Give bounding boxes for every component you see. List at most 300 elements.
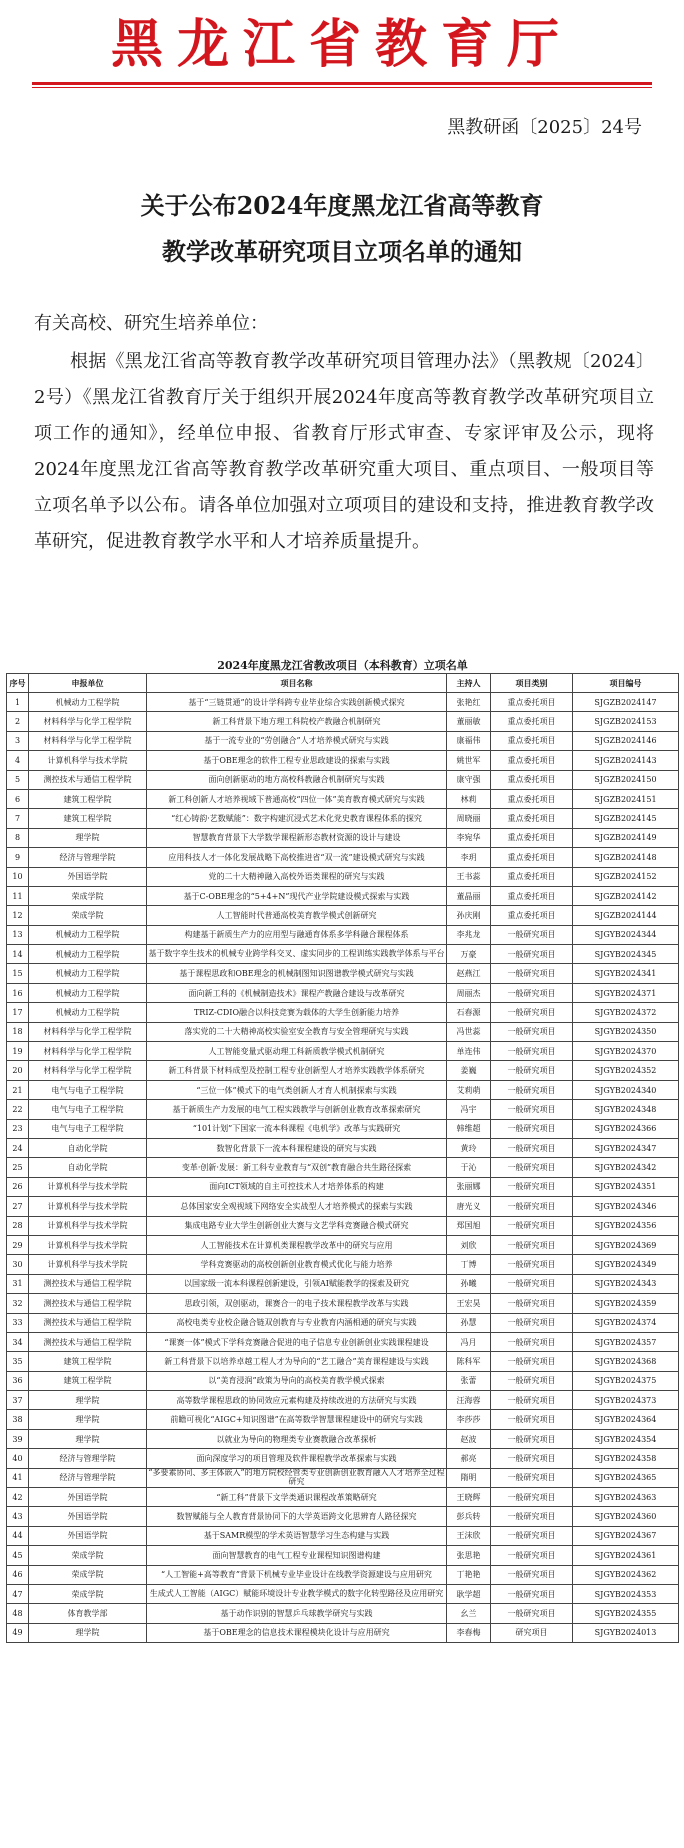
cell-project-name: 基于动作识别的智慧乒乓球教学研究与实践: [147, 1604, 447, 1623]
table-row: [7, 1449, 679, 1468]
header-seq: 序号: [7, 674, 29, 693]
cell-category: 一般研究项目: [491, 1042, 573, 1061]
cell-unit: 机械动力工程学院: [29, 925, 147, 944]
cell-unit: 电气与电子工程学院: [29, 1119, 147, 1138]
cell-unit: 建筑工程学院: [29, 789, 147, 808]
cell-seq: 12: [7, 906, 29, 925]
cell-code: SJGYB2024340: [573, 1080, 679, 1099]
table-row: [7, 964, 679, 983]
cell-category: 一般研究项目: [491, 1410, 573, 1429]
table-body: [7, 693, 679, 1643]
cell-seq: 4: [7, 751, 29, 770]
table-row: [7, 1507, 679, 1526]
cell-unit: 建筑工程学院: [29, 809, 147, 828]
cell-seq: 17: [7, 1003, 29, 1022]
cell-category: 一般研究项目: [491, 1371, 573, 1390]
cell-seq: 24: [7, 1138, 29, 1157]
cell-project-name: 基于OBE理念的信息技术课程模块化设计与应用研究: [147, 1623, 447, 1642]
cell-project-name: 面向ICT领域的自主可控技术人才培养体系的构建: [147, 1177, 447, 1196]
cell-unit: 理学院: [29, 1410, 147, 1429]
cell-unit: 理学院: [29, 1429, 147, 1448]
cell-category: 一般研究项目: [491, 1565, 573, 1584]
cell-category: 一般研究项目: [491, 1022, 573, 1041]
cell-project-name: 总体国家安全观视域下网络安全实战型人才培养模式的探索与实践: [147, 1197, 447, 1216]
table-row: [7, 1003, 679, 1022]
cell-leader: 姜巍: [447, 1061, 491, 1080]
cell-code: SJGYB2024343: [573, 1274, 679, 1293]
cell-unit: 经济与管理学院: [29, 1449, 147, 1468]
table-row: [7, 848, 679, 867]
cell-seq: 6: [7, 789, 29, 808]
cell-project-name: 集成电路专业大学生创新创业大赛与文艺学科竞赛融合模式研究: [147, 1216, 447, 1235]
cell-seq: 3: [7, 731, 29, 750]
cell-code: SJGYB2024351: [573, 1177, 679, 1196]
cell-leader: 唐光义: [447, 1197, 491, 1216]
cell-seq: 44: [7, 1526, 29, 1545]
cell-category: 一般研究项目: [491, 1313, 573, 1332]
cell-unit: 材料科学与化学工程学院: [29, 1022, 147, 1041]
cell-leader: 李春梅: [447, 1623, 491, 1642]
cell-unit: 机械动力工程学院: [29, 983, 147, 1002]
cell-leader: 隋明: [447, 1468, 491, 1487]
cell-category: 重点委托项目: [491, 731, 573, 750]
cell-seq: 2: [7, 712, 29, 731]
cell-leader: 李玥: [447, 848, 491, 867]
cell-leader: 王书蕊: [447, 867, 491, 886]
cell-category: 重点委托项目: [491, 751, 573, 770]
notice-title-line-1: 关于公布2024年度黑龙江省高等教育: [140, 191, 544, 220]
cell-category: 一般研究项目: [491, 1332, 573, 1351]
table-row: [7, 1235, 679, 1254]
cell-code: SJGYB2024371: [573, 983, 679, 1002]
cell-category: 重点委托项目: [491, 867, 573, 886]
cell-seq: 36: [7, 1371, 29, 1390]
cell-unit: 荣成学院: [29, 1565, 147, 1584]
table-row: [7, 1061, 679, 1080]
cell-code: SJGYB2024367: [573, 1526, 679, 1545]
header-unit: 申报单位: [29, 674, 147, 693]
cell-code: SJGYB2024359: [573, 1294, 679, 1313]
cell-leader: 李莎莎: [447, 1410, 491, 1429]
cell-code: SJGZB2024151: [573, 789, 679, 808]
cell-project-name: 基于数字孪生技术的机械专业跨学科交叉、虚实同步的工程训练实践教学体系与平台: [147, 945, 447, 964]
cell-seq: 18: [7, 1022, 29, 1041]
cell-unit: 荣成学院: [29, 1546, 147, 1565]
cell-category: 一般研究项目: [491, 1294, 573, 1313]
cell-leader: 赵波: [447, 1429, 491, 1448]
cell-leader: 张蕾: [447, 1371, 491, 1390]
cell-seq: 43: [7, 1507, 29, 1526]
cell-project-name: 基于一流专业的“劳创融合”人才培养模式研究与实践: [147, 731, 447, 750]
cell-seq: 10: [7, 867, 29, 886]
cell-unit: 自动化学院: [29, 1138, 147, 1157]
table-row: [7, 1216, 679, 1235]
cell-category: 一般研究项目: [491, 925, 573, 944]
cell-project-name: 以“美育浸润”政策为导向的高校美育教学模式探索: [147, 1371, 447, 1390]
table-row: [7, 770, 679, 789]
cell-code: SJGYB2024365: [573, 1468, 679, 1487]
cell-seq: 33: [7, 1313, 29, 1332]
table-row: [7, 886, 679, 905]
cell-category: 一般研究项目: [491, 1235, 573, 1254]
cell-unit: 理学院: [29, 1623, 147, 1642]
table-row: [7, 1197, 679, 1216]
table-row: [7, 945, 679, 964]
cell-code: SJGYB2024341: [573, 964, 679, 983]
cell-category: 一般研究项目: [491, 1468, 573, 1487]
cell-leader: 单连伟: [447, 1042, 491, 1061]
cell-code: SJGZB2024149: [573, 828, 679, 847]
cell-category: 一般研究项目: [491, 1352, 573, 1371]
cell-unit: 理学院: [29, 1391, 147, 1410]
cell-leader: 冯宇: [447, 1100, 491, 1119]
cell-category: 重点委托项目: [491, 693, 573, 712]
cell-project-name: “课赛一体”模式下学科竞赛融合促进的电子信息专业创新创业实践课程建设: [147, 1332, 447, 1351]
cell-code: SJGYB2024349: [573, 1255, 679, 1274]
cell-category: 一般研究项目: [491, 1177, 573, 1196]
cell-category: 重点委托项目: [491, 809, 573, 828]
cell-leader: 张思艳: [447, 1546, 491, 1565]
cell-unit: 经济与管理学院: [29, 1468, 147, 1487]
cell-unit: 材料科学与化学工程学院: [29, 1042, 147, 1061]
cell-seq: 34: [7, 1332, 29, 1351]
cell-category: 一般研究项目: [491, 1274, 573, 1293]
cell-leader: 丁艳艳: [447, 1565, 491, 1584]
cell-category: 一般研究项目: [491, 1255, 573, 1274]
table-row: [7, 925, 679, 944]
cell-category: 重点委托项目: [491, 712, 573, 731]
cell-category: 一般研究项目: [491, 1429, 573, 1448]
cell-project-name: 应用科技人才一体化发展战略下高校推进省“双一流”建设模式研究与实践: [147, 848, 447, 867]
cell-unit: 体育教学部: [29, 1604, 147, 1623]
cell-leader: 汪海蓉: [447, 1391, 491, 1410]
cell-leader: 幺兰: [447, 1604, 491, 1623]
table-row: [7, 1138, 679, 1157]
cell-leader: 艾莉萌: [447, 1080, 491, 1099]
cell-code: SJGYB2024352: [573, 1061, 679, 1080]
cell-project-name: 人工智能时代普通高校美育教学模式创新研究: [147, 906, 447, 925]
cell-project-name: “多要素协同、多主体嵌入”的地方院校经管类专业创新创业教育融入人才培养全过程研究: [148, 1468, 445, 1486]
cell-seq: 27: [7, 1197, 29, 1216]
body-paragraph: 根据《黑龙江省高等教育教学改革研究项目管理办法》（黑教规〔2024〕2号）《黑龙江省教育厅关于组织开展2024年度高等教育教学改革研究项目立项工作的通知》，经单位申报、省教育厅形式审查、专家评审及公示，现将2024年度黑龙江省高等教育教学改革研究重大项目、重点项目、一般项目等立项名单予以公布。请各单位加强对立项项目的建设和支持，推进教育教学改革研究，促进教育教学水平和人才培养质量提升。: [34, 351, 654, 552]
table-row: [7, 751, 679, 770]
cell-code: SJGYB2024370: [573, 1042, 679, 1061]
cell-unit: 测控技术与通信工程学院: [29, 1332, 147, 1351]
cell-leader: 王晓辉: [447, 1488, 491, 1507]
cell-code: SJGZB2024150: [573, 770, 679, 789]
cell-unit: 材料科学与化学工程学院: [29, 731, 147, 750]
table-row: [7, 1371, 679, 1390]
cell-leader: 丁博: [447, 1255, 491, 1274]
table-row: [7, 731, 679, 750]
cell-category: 一般研究项目: [491, 1158, 573, 1177]
table-row: [7, 1468, 679, 1487]
table-row: [7, 1584, 679, 1603]
cell-project-name: 面向智慧教育的电气工程专业课程知识图谱构建: [147, 1546, 447, 1565]
cell-project-name: 党的二十大精神融入高校外语类课程的研究与实践: [147, 867, 447, 886]
cell-leader: 韩维超: [447, 1119, 491, 1138]
cell-code: SJGYB2024373: [573, 1391, 679, 1410]
cell-leader: 董晶丽: [447, 886, 491, 905]
cell-code: SJGYB2024350: [573, 1022, 679, 1041]
table-row: [7, 693, 679, 712]
cell-category: 一般研究项目: [491, 1138, 573, 1157]
cell-code: SJGYB2024013: [573, 1623, 679, 1642]
cell-seq: 13: [7, 925, 29, 944]
cell-project-name: 落实党的二十大精神高校实验室安全教育与安全管理研究与实践: [147, 1022, 447, 1041]
cell-category: 一般研究项目: [491, 1119, 573, 1138]
table-row: [7, 1158, 679, 1177]
cell-project-name: “人工智能+高等教育”背景下机械专业毕业设计在线教学资源建设与应用研究: [147, 1565, 447, 1584]
table-row: [7, 1604, 679, 1623]
cell-category: 一般研究项目: [491, 1604, 573, 1623]
cell-code: SJGYB2024368: [573, 1352, 679, 1371]
cell-seq: 11: [7, 886, 29, 905]
table-row: [7, 1080, 679, 1099]
cell-project-name: 基于“三链贯通”的设计学科跨专业毕业综合实践创新模式探究: [147, 693, 447, 712]
cell-code: SJGYB2024347: [573, 1138, 679, 1157]
cell-code: SJGYB2024354: [573, 1429, 679, 1448]
cell-project-name: 基于OBE理念的软件工程专业思政建设的探索与实践: [147, 751, 447, 770]
cell-project-name: TRIZ-CDIO融合以科技竞赛为载体的大学生创新能力培养: [147, 1003, 447, 1022]
cell-code: SJGZB2024142: [573, 886, 679, 905]
header-leader: 主持人: [447, 674, 491, 693]
cell-project-name: 生成式人工智能（AIGC）赋能环境设计专业教学模式的数字化转型路径及应用研究: [147, 1584, 447, 1603]
cell-project-name: 高等数学课程思政的协同效应元素构建及持续改进的方法研究与实践: [147, 1391, 447, 1410]
cell-unit: 机械动力工程学院: [29, 693, 147, 712]
cell-leader: 黄玲: [447, 1138, 491, 1157]
cell-leader: 郑国旭: [447, 1216, 491, 1235]
document-number: 黑教研函〔2025〕24号: [447, 117, 642, 138]
cell-project-name: 以国家级一流本科课程创新建设，引领AI赋能教学的探索及研究: [147, 1274, 447, 1293]
table-row: [7, 1565, 679, 1584]
cell-unit: 外国语学院: [29, 1488, 147, 1507]
cell-leader: 康福伟: [447, 731, 491, 750]
cell-seq: 8: [7, 828, 29, 847]
cell-unit: 测控技术与通信工程学院: [29, 1274, 147, 1293]
cell-leader: 万豪: [447, 945, 491, 964]
cell-project-name: 高校电类专业校企融合链双创教育与专业教育内涵相通的研究与实践: [147, 1313, 447, 1332]
cell-code: SJGZB2024144: [573, 906, 679, 925]
cell-unit: 计算机科学与技术学院: [29, 1216, 147, 1235]
cell-seq: 40: [7, 1449, 29, 1468]
cell-code: SJGYB2024342: [573, 1158, 679, 1177]
cell-unit: 外国语学院: [29, 1526, 147, 1545]
cell-seq: 42: [7, 1488, 29, 1507]
project-list-table: [6, 658, 679, 1643]
cell-category: 一般研究项目: [491, 1080, 573, 1099]
table-row: [7, 1352, 679, 1371]
cell-leader: 康守强: [447, 770, 491, 789]
table-row: [7, 1429, 679, 1448]
cell-project-name: 数智赋能与全人教育背景协同下的大学英语跨文化思辨育人路径探究: [147, 1507, 447, 1526]
cell-seq: 30: [7, 1255, 29, 1274]
cell-leader: 张丽娜: [447, 1177, 491, 1196]
table-row: [7, 983, 679, 1002]
cell-unit: 电气与电子工程学院: [29, 1100, 147, 1119]
cell-leader: 董丽敏: [447, 712, 491, 731]
cell-leader: 冯世蕊: [447, 1022, 491, 1041]
cell-code: SJGYB2024357: [573, 1332, 679, 1351]
cell-leader: 孙曦: [447, 1274, 491, 1293]
cell-seq: 19: [7, 1042, 29, 1061]
cell-project-name: 构建基于新质生产力的应用型与融通育体系多学科融合课程体系: [147, 925, 447, 944]
cell-unit: 荣成学院: [29, 886, 147, 905]
table-row: [7, 1391, 679, 1410]
cell-category: 一般研究项目: [491, 1100, 573, 1119]
cell-seq: 14: [7, 945, 29, 964]
cell-code: SJGYB2024344: [573, 925, 679, 944]
cell-seq: 9: [7, 848, 29, 867]
cell-code: SJGZB2024148: [573, 848, 679, 867]
cell-category: 一般研究项目: [491, 964, 573, 983]
table-row: [7, 1177, 679, 1196]
cell-unit: 荣成学院: [29, 906, 147, 925]
cell-unit: 计算机科学与技术学院: [29, 751, 147, 770]
cell-project-name: “红心铸韵·艺数赋能”：数字构建沉浸式艺术化党史教育课程体系的探究: [147, 809, 447, 828]
table-row: [7, 1274, 679, 1293]
cell-project-name: 基于新质生产力发展的电气工程实践教学与创新创业教育改革探索研究: [147, 1100, 447, 1119]
cell-code: SJGYB2024363: [573, 1488, 679, 1507]
cell-category: 重点委托项目: [491, 906, 573, 925]
cell-code: SJGYB2024374: [573, 1313, 679, 1332]
cell-code: SJGYB2024366: [573, 1119, 679, 1138]
cell-code: SJGZB2024152: [573, 867, 679, 886]
cell-unit: 测控技术与通信工程学院: [29, 1294, 147, 1313]
cell-category: 重点委托项目: [491, 848, 573, 867]
cell-code: SJGYB2024346: [573, 1197, 679, 1216]
salutation: 有关高校、研究生培养单位：: [34, 313, 268, 334]
cell-seq: 47: [7, 1584, 29, 1603]
cell-code: SJGYB2024375: [573, 1371, 679, 1390]
cell-leader: 王沫欣: [447, 1526, 491, 1545]
red-divider: [32, 82, 652, 88]
cell-code: SJGZB2024146: [573, 731, 679, 750]
cell-code: SJGYB2024362: [573, 1565, 679, 1584]
cell-unit: 理学院: [29, 828, 147, 847]
header-project-name: 项目名称: [147, 674, 447, 693]
cell-project-name: 面向深度学习的项目管理及软件课程教学改革探索与实践: [147, 1449, 447, 1468]
cell-unit: 自动化学院: [29, 1158, 147, 1177]
cell-leader: 陈科军: [447, 1352, 491, 1371]
cell-seq: 48: [7, 1604, 29, 1623]
issuer-title: 黑龙江省教育厅: [110, 14, 573, 75]
cell-seq: 46: [7, 1565, 29, 1584]
cell-code: SJGZB2024143: [573, 751, 679, 770]
cell-project-name: 新工科背景下材料成型及控制工程专业创新型人才培养实践教学体系研究: [147, 1061, 447, 1080]
cell-project-name: 学科竞赛驱动的高校创新创业教育模式优化与能力培养: [147, 1255, 447, 1274]
cell-category: 一般研究项目: [491, 1449, 573, 1468]
cell-leader: 石春源: [447, 1003, 491, 1022]
cell-project-name: “三位一体”模式下的电气类创新人才育人机制探索与实践: [147, 1080, 447, 1099]
cell-unit: 建筑工程学院: [29, 1352, 147, 1371]
cell-code: SJGYB2024369: [573, 1235, 679, 1254]
cell-code: SJGYB2024348: [573, 1100, 679, 1119]
cell-project-name: 思政引领，双创驱动，课赛合一的电子技术课程教学改革与实践: [147, 1294, 447, 1313]
cell-category: 重点委托项目: [491, 828, 573, 847]
table-row: [7, 1488, 679, 1507]
cell-code: SJGYB2024353: [573, 1584, 679, 1603]
cell-category: 一般研究项目: [491, 1584, 573, 1603]
table-row: [7, 867, 679, 886]
cell-seq: 15: [7, 964, 29, 983]
table-row: [7, 1313, 679, 1332]
cell-project-name: 人工智能技术在计算机类课程教学改革中的研究与应用: [147, 1235, 447, 1254]
cell-leader: 李兆龙: [447, 925, 491, 944]
cell-category: 一般研究项目: [491, 1526, 573, 1545]
cell-unit: 测控技术与通信工程学院: [29, 770, 147, 789]
cell-seq: 22: [7, 1100, 29, 1119]
cell-project-name: 基于C-OBE理念的“5+4+N”现代产业学院建设模式探索与实践: [147, 886, 447, 905]
cell-category: 一般研究项目: [491, 983, 573, 1002]
cell-seq: 26: [7, 1177, 29, 1196]
table-row: [7, 1119, 679, 1138]
cell-leader: 姚世军: [447, 751, 491, 770]
cell-code: SJGZB2024147: [573, 693, 679, 712]
cell-leader: 张艳红: [447, 693, 491, 712]
table-row: [7, 1410, 679, 1429]
cell-unit: 计算机科学与技术学院: [29, 1235, 147, 1254]
table-row: [7, 828, 679, 847]
cell-leader: 耿学超: [447, 1584, 491, 1603]
table-row: [7, 1255, 679, 1274]
cell-unit: 计算机科学与技术学院: [29, 1177, 147, 1196]
cell-seq: 49: [7, 1623, 29, 1642]
cell-seq: 7: [7, 809, 29, 828]
cell-seq: 1: [7, 693, 29, 712]
header-code: 项目编号: [573, 674, 679, 693]
cell-seq: 37: [7, 1391, 29, 1410]
table-row: [7, 1100, 679, 1119]
cell-code: SJGYB2024345: [573, 945, 679, 964]
cell-project-name: 基于SAMR模型的学术英语智慧学习生态构建与实践: [147, 1526, 447, 1545]
cell-unit: 外国语学院: [29, 867, 147, 886]
cell-code: SJGYB2024361: [573, 1546, 679, 1565]
cell-leader: 于沁: [447, 1158, 491, 1177]
cell-leader: 彭兵转: [447, 1507, 491, 1526]
cell-seq: 20: [7, 1061, 29, 1080]
table-row: [7, 1332, 679, 1351]
cell-unit: 计算机科学与技术学院: [29, 1197, 147, 1216]
cell-category: 一般研究项目: [491, 1488, 573, 1507]
cell-category: 一般研究项目: [491, 1197, 573, 1216]
cell-category: 一般研究项目: [491, 1061, 573, 1080]
cell-project-name: 以就业为导向的物理类专业赛教融合改革探析: [147, 1429, 447, 1448]
cell-project-name: 人工智能变量式驱动理工科新质教学模式机制研究: [147, 1042, 447, 1061]
cell-project-name: 智慧教育背景下大学数学课程新形态教材资源的设计与建设: [147, 828, 447, 847]
table-row: [7, 1294, 679, 1313]
table-row: [7, 712, 679, 731]
cell-project-name: 基于课程思政和OBE理念的机械制图知识图谱教学模式研究与实践: [147, 964, 447, 983]
cell-category: 一般研究项目: [491, 1003, 573, 1022]
cell-unit: 机械动力工程学院: [29, 945, 147, 964]
cell-leader: 赵燕江: [447, 964, 491, 983]
cell-unit: 建筑工程学院: [29, 1371, 147, 1390]
cell-leader: 孙慧: [447, 1313, 491, 1332]
cell-code: SJGYB2024360: [573, 1507, 679, 1526]
cell-category: 一般研究项目: [491, 1546, 573, 1565]
table-row: [7, 1546, 679, 1565]
cell-code: SJGYB2024372: [573, 1003, 679, 1022]
table-header-row: [7, 674, 679, 693]
table-row: [7, 1623, 679, 1642]
cell-seq: 35: [7, 1352, 29, 1371]
cell-seq: 32: [7, 1294, 29, 1313]
cell-seq: 16: [7, 983, 29, 1002]
cell-unit: 经济与管理学院: [29, 848, 147, 867]
cell-unit: 测控技术与通信工程学院: [29, 1313, 147, 1332]
cell-project-name: 新工科创新人才培养视域下普通高校“四位一体”美育教育模式研究与实践: [147, 789, 447, 808]
